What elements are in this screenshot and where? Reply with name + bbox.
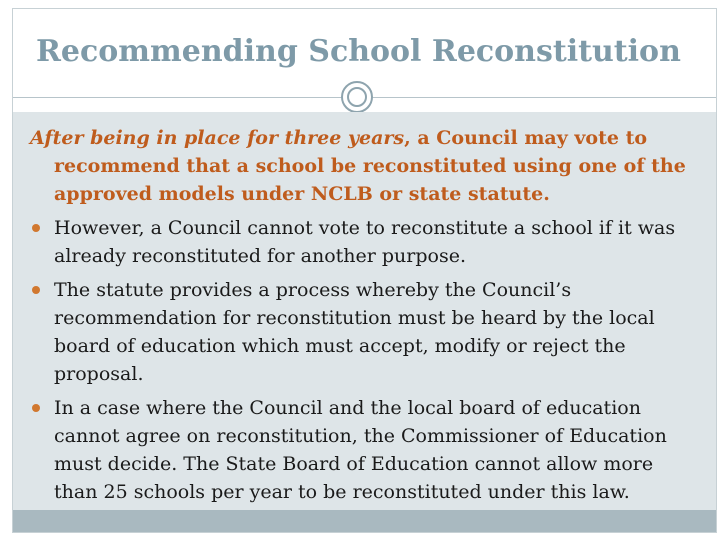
bullet-text: However, a Council cannot vote to reconstitute a school if it was already reconstituted for another purpose. [54,217,676,267]
bullet-text: In a case where the Council and the local board of education cannot agree on reconstitution, the Commissioner of Education must decide. The State Board of Education cannot allow more than 25 schools per year to be reconstituted under this law. [54,397,667,503]
bullet-dot-icon [32,404,40,412]
intro-emphasis: After being in place for three years [30,127,405,149]
ring-ornament-icon [341,81,373,113]
intro-paragraph [30,124,700,208]
list-item [30,276,700,388]
intro-text: , a Council may vote to recommend that a school be reconstituted using one of the approved models under NCLB or state statute. [54,127,686,205]
bullet-dot-icon [32,224,40,232]
bullet-dot-icon [32,286,40,294]
bullet-list [30,214,700,506]
slide-content [30,124,700,512]
slide-title: Recommending School Reconstitution [36,34,681,69]
footer-band [13,510,716,532]
bullet-text: The statute provides a process whereby the Council’s recommendation for reconstitution must be heard by the local board of education which must accept, modify or reject the proposal. [54,279,655,385]
list-item [30,394,700,506]
list-item [30,214,700,270]
